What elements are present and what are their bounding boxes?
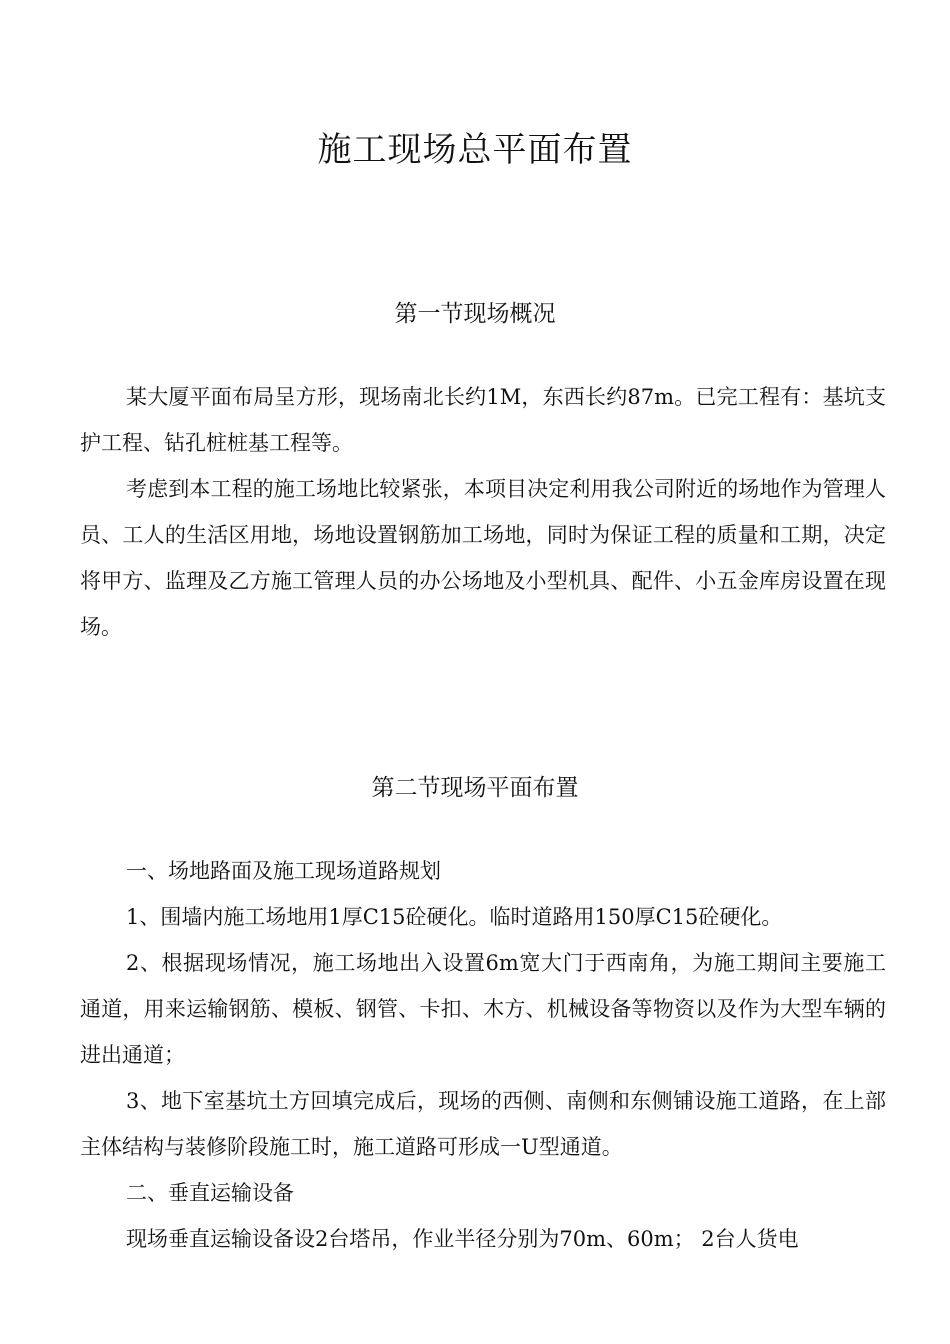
section-1-paragraph-2: 考虑到本工程的施工场地比较紧张，本项目决定利用我公司附近的场地作为管理人员、工人的生活区用地，场地设置钢筋加工场地，同时为保证工程的质量和工期，决定将甲方、监理及乙方施工管理人员的办公场地及小型机具、配件、小五金库房设置在现场。 xyxy=(80,477,886,639)
section-1-heading: 第一节现场概况 xyxy=(394,301,556,327)
section-2-heading: 第二节现场平面布置 xyxy=(371,775,579,801)
section-2-subheading-1: 一、场地路面及施工现场道路规划 xyxy=(126,859,441,883)
section-2-subheading-2: 二、垂直运输设备 xyxy=(126,1181,294,1205)
section-2-paragraph-last: 现场垂直运输设备设2台塔吊，作业半径分别为70m、60m； 2台人货电 xyxy=(126,1227,799,1251)
section-2-item-3: 3、地下室基坑土方回填完成后，现场的西侧、南侧和东侧铺设施工道路，在上部主体结构与装修阶段施工时，施工道路可形成一U型通道。 xyxy=(80,1089,886,1159)
section-2-item-1: 1、围墙内施工场地用1厚C15砼硬化。临时道路用150厚C15砼硬化。 xyxy=(126,905,783,929)
section-1-paragraph-1: 某大厦平面布局呈方形，现场南北长约1M，东西长约87m。已完工程有：基坑支护工程、钻孔桩桩基工程等。 xyxy=(80,385,886,455)
section-2-item-2: 2、根据现场情况，施工场地出入设置6m宽大门于西南角，为施工期间主要施工通道，用来运输钢筋、模板、钢管、卡扣、木方、机械设备等物资以及作为大型车辆的进出通道； xyxy=(80,951,886,1067)
document-title: 施工现场总平面布置 xyxy=(317,130,633,170)
